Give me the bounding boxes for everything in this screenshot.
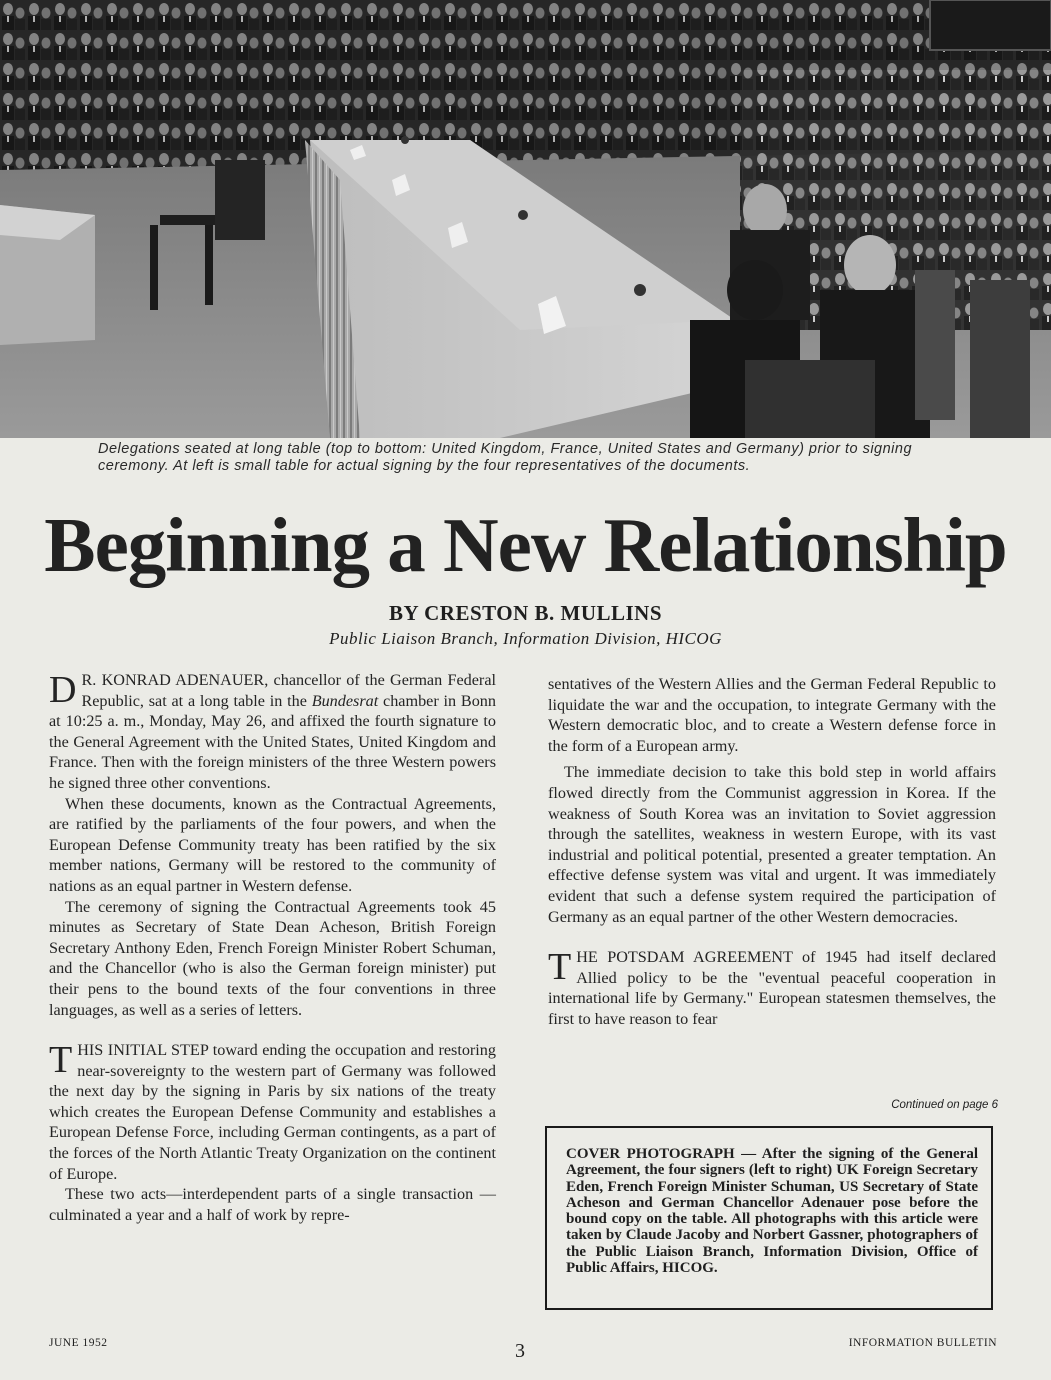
left-column	[49, 670, 496, 1225]
footer-publication: INFORMATION BULLETIN	[848, 1337, 997, 1349]
page-number: 3	[515, 1340, 525, 1362]
paragraph: D R. KONRAD ADENAUER, chancellor of the German Federal Republic, sat at a long table in the Bundesrat chamber in Bonn at 10:25 a. m., Monday, May 26, and affixed the fourth signature to the General Agreement with the United States, United Kingdom and France. Then with the foreign ministers of the three Western powers he signed three other conventions.	[49, 669, 496, 792]
author-affiliation: Public Liaison Branch, Information Division, HICOG	[329, 629, 722, 648]
right-column	[548, 674, 996, 1030]
paragraph: These two acts—interdependent parts of a single transaction — culminated a year and a half of work by repre-	[49, 1185, 496, 1224]
photo-caption: Delegations seated at long table (top to bottom: United Kingdom, France, United States and Germany) prior to signing ceremony. At left is small table for actual signing by the four representatives of the documents.	[98, 441, 913, 474]
paragraph: THIS INITIAL STEP toward ending the occupation and restoring near-sovereignty to the western part of Germany was followed the next day by the signing in Paris by six nations of the treaty which creates the European Defense Community and establishes a European Defense Force, including German contingents, as a part of the forces of the North Atlantic Treaty Organization on the continent of Europe.	[49, 1039, 496, 1183]
signing-ceremony-photo	[0, 0, 1051, 438]
footer-date: JUNE 1952	[49, 1337, 108, 1349]
cover-photograph-box	[545, 1126, 993, 1310]
cover-photograph-text: COVER PHOTOGRAPH — After the signing of the General Agreement, the four signers (left to right) UK Foreign Secretary Eden, French Foreign Minister Schuman, US Secretary of State Acheson and German Chancellor Adenauer pose before the bound copy on the table. All photographs with this article were taken by Claude Jacoby and Norbert Gassner, photographers of the Public Liaison Branch, Information Division, Office of Public Affairs, HICOG.	[566, 1146, 978, 1277]
byline: BY CRESTON B. MULLINS	[388, 601, 663, 625]
drop-cap: T	[49, 1039, 73, 1082]
paragraph: The ceremony of signing the Contractual Agreements took 45 minutes as Secretary of State Dean Acheson, British Foreign Secretary Anthony Eden, French Foreign Minister Robert Schuman, and the Chancellor (who is also the German foreign minister) put their pens to the bound texts of the four conventions in three languages, as well as a series of letters.	[49, 897, 496, 1019]
continued-note: Continued on page 6	[891, 1099, 998, 1111]
article-title: Beginning a New Relationship	[44, 502, 1007, 588]
paragraph: When these documents, known as the Contractual Agreements, are ratified by the parliaments of the four powers, and when the European Defense Community treaty has been ratified by the six member nations, Germany will be restored to the community of nations as an equal partner in Western defense.	[49, 794, 496, 895]
paragraph: The immediate decision to take this bold step in world affairs flowed directly from the Communist aggression in Korea. If the weakness of South Korea was an invitation to Soviet aggression through the satellites, weakness in western Europe, with its vast industrial and political potential, presented a greater temptation. An effective defense system was vital and urgent. It was immediately evident that such a defense system required the participation of Germany as an equal partner of the other Western democracies.	[548, 763, 996, 926]
drop-cap: D	[49, 669, 77, 711]
drop-cap: T	[548, 946, 572, 989]
paragraph: THE POTSDAM AGREEMENT of 1945 had itself declared Allied policy to be the "eventual peaceful cooperation in international life by Germany." European statesmen themselves, the first to have reason to fear	[548, 946, 996, 1028]
paragraph: sentatives of the Western Allies and the German Federal Republic to liquidate the war and the occupation, to integrate Germany with the Western democratic bloc, and to create a Western defense force in the form of a European army.	[548, 675, 996, 755]
photo	[0, 0, 1051, 438]
